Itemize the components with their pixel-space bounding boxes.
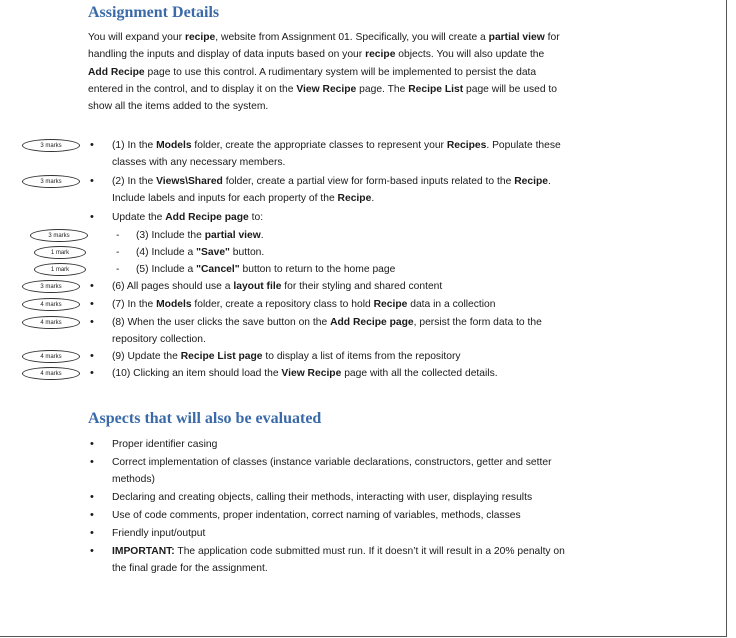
bullet-marker: • <box>90 438 94 450</box>
bullet-marker: • <box>90 491 94 503</box>
bullet-marker: • <box>90 545 94 557</box>
marks-badge: 4 marks <box>22 298 80 311</box>
aspect-text: Use of code comments, proper indentation, correct naming of variables, methods, classes <box>112 510 521 521</box>
intro-line: show all the items added to the system. <box>88 101 269 113</box>
requirement-text: (5) Include a "Cancel" button to return to the home page <box>136 264 396 275</box>
bullet-marker: • <box>90 280 94 292</box>
requirement-item <box>0 261 736 278</box>
bullet-marker: • <box>90 175 94 187</box>
requirement-text: (9) Update the Recipe List page to display a list of items from the repository <box>112 351 461 362</box>
requirement-item <box>0 365 736 382</box>
requirement-item <box>0 296 736 313</box>
aspect-text: Declaring and creating objects, calling their methods, interacting with user, displaying results <box>112 492 533 503</box>
bullet-marker: • <box>90 139 94 151</box>
requirement-item <box>0 348 736 365</box>
marks-badge: 3 marks <box>22 139 80 152</box>
aspect-text: Correct implementation of classes (instance variable declarations, constructors, getter and setter methods) <box>112 457 552 485</box>
requirement-text: (3) Include the partial view. <box>136 230 264 241</box>
aspect-item <box>0 507 736 524</box>
requirement-text: (6) All pages should use a layout file for their styling and shared content <box>112 281 443 292</box>
aspect-item <box>0 489 736 506</box>
aspect-item <box>0 454 736 485</box>
marks-badge: 1 mark <box>34 246 86 259</box>
assignment-details-heading: Assignment Details <box>88 4 220 21</box>
requirement-text: (2) In the Views\Shared folder, create a partial view for form-based inputs related to the Recipe. Include labels and inputs for each property of the Recipe. <box>112 176 551 204</box>
intro-line: You will expand your recipe, website from Assignment 01. Specifically, you will create a partial view for <box>88 32 560 43</box>
marks-badge: 4 marks <box>22 350 80 363</box>
marks-badge: 4 marks <box>22 367 80 380</box>
dash-marker: - <box>116 264 120 275</box>
marks-badge: 3 marks <box>22 280 80 293</box>
bullet-marker: • <box>90 350 94 362</box>
marks-badge: 4 marks <box>22 316 80 329</box>
requirement-item <box>0 227 736 244</box>
requirement-item <box>0 173 736 204</box>
aspect-text: Friendly input/output <box>112 528 206 539</box>
aspect-item <box>0 543 736 574</box>
bullet-marker: • <box>90 456 94 468</box>
aspect-item <box>0 525 736 542</box>
requirement-item <box>0 278 736 295</box>
requirement-text: (1) In the Models folder, create the appropriate classes to represent your Recipes. Populate these classes with any necessary members. <box>112 140 561 168</box>
marks-badge: 3 marks <box>30 229 88 242</box>
aspect-item <box>0 436 736 453</box>
dash-marker: - <box>116 247 120 258</box>
bullet-marker: • <box>90 367 94 379</box>
bullet-marker: • <box>90 298 94 310</box>
bullet-marker: • <box>90 509 94 521</box>
requirement-text: (7) In the Models folder, create a repository class to hold Recipe data in a collection <box>112 299 496 310</box>
intro-line: Add Recipe page to use this control. A rudimentary system will be implemented to persist the data <box>88 66 537 78</box>
requirement-item <box>0 314 736 345</box>
requirement-item <box>0 137 736 168</box>
aspect-text: IMPORTANT: The application code submitted must run. If it doesn’t it will result in a 20% penalty on the final grade for the assignment. <box>112 546 565 574</box>
requirement-item <box>0 244 736 261</box>
requirement-text: (10) Clicking an item should load the View Recipe page with all the collected details. <box>112 368 498 379</box>
marks-badge: 3 marks <box>22 175 80 188</box>
bullet-marker: • <box>90 211 94 223</box>
aspect-text: Proper identifier casing <box>112 439 218 450</box>
bullet-marker: • <box>90 316 94 328</box>
requirement-item <box>0 209 736 226</box>
aspects-heading: Aspects that will also be evaluated <box>88 410 322 427</box>
intro-paragraph <box>88 29 648 115</box>
requirement-text: Update the Add Recipe page to: <box>112 212 264 223</box>
requirement-text: (4) Include a "Save" button. <box>136 247 265 258</box>
bullet-marker: • <box>90 527 94 539</box>
dash-marker: - <box>116 230 120 241</box>
requirement-text: (8) When the user clicks the save button on the Add Recipe page, persist the form data to the repository collection. <box>112 317 542 345</box>
intro-line: entered in the control, and to display it on the View Recipe page. The Recipe List page will be used to <box>88 83 558 95</box>
marks-badge: 1 mark <box>34 263 86 276</box>
intro-line: handling the inputs and display of data inputs based on your recipe objects. You will also update the <box>88 49 545 61</box>
